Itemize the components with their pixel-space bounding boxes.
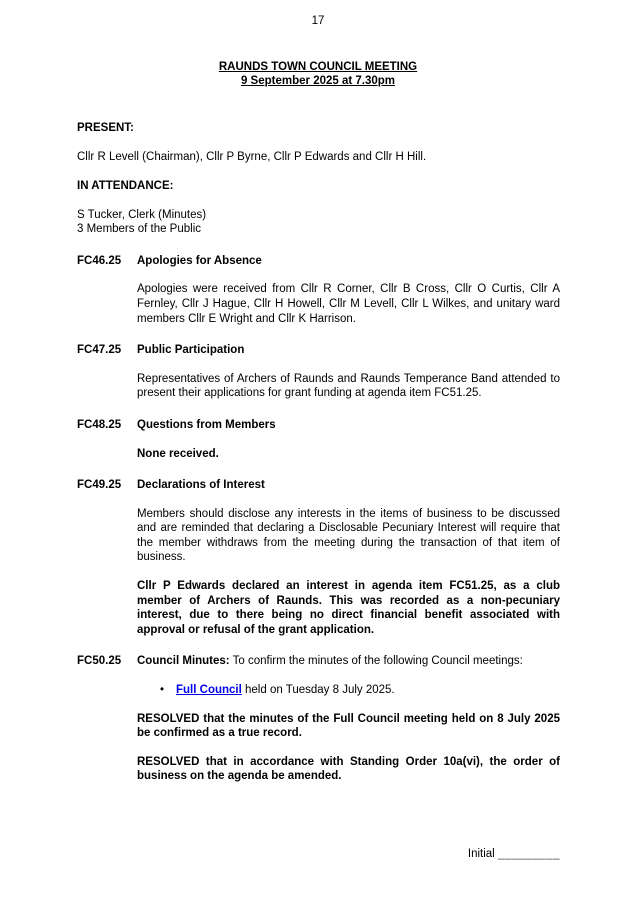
minute-paragraph-resolved: Cllr P Edwards declared an interest in agenda item FC51.25, as a club member of Archers of Raunds. This was recorded as a non-pecuniary interest, due to there being no direct financial benefit associated with approval or refusal of the grant application. (137, 580, 560, 636)
minute-item-ref: FC48.25 (77, 418, 122, 431)
minute-item (77, 343, 560, 401)
minute-item-heading (137, 478, 560, 493)
present-text: Cllr R Levell (Chairman), Cllr P Byrne, Cllr P Edwards and Cllr H Hill. (77, 151, 427, 164)
minute-item-heading (137, 654, 560, 669)
in-attendance-label: IN ATTENDANCE: (77, 179, 174, 192)
minute-item-ref: FC50.25 (77, 655, 122, 668)
bullet-text-rest: held on Tuesday 8 July 2025. (241, 684, 395, 697)
document-title-line2: 9 September 2025 at 7.30pm (240, 75, 396, 88)
minute-item-heading-text: Apologies for Absence (137, 254, 262, 267)
minute-item-heading-text: Questions from Members (137, 418, 276, 431)
minute-item-heading (137, 254, 560, 269)
in-attendance-line: 3 Members of the Public (77, 223, 202, 236)
minute-paragraph-resolved: None received. (137, 447, 219, 460)
minute-item-ref: FC47.25 (77, 344, 122, 357)
minute-item-heading (137, 343, 560, 358)
minute-item-body (137, 343, 560, 401)
minute-item-heading-suffix: To confirm the minutes of the following Council meetings: (229, 655, 523, 668)
minute-item (77, 654, 560, 784)
initial-label: Initial (467, 848, 495, 860)
full-council-minutes-link[interactable]: Full Council (176, 684, 242, 697)
minute-item-heading (137, 418, 560, 433)
document-title-line1: RAUNDS TOWN COUNCIL MEETING (218, 60, 418, 73)
bullet-text (176, 683, 395, 698)
present-label: PRESENT: (77, 121, 134, 134)
minute-paragraph: Members should disclose any interests in the items of business to be discussed and are reminded that declaring a Disclosable Pecuniary Interest will require that the member withdraws from the meeting during the transaction of that item of business. (137, 507, 560, 564)
in-attendance-line: S Tucker, Clerk (Minutes) (77, 208, 207, 221)
minute-item-body (137, 478, 560, 637)
minute-item-body (137, 418, 560, 461)
minute-paragraph-resolved: RESOLVED that in accordance with Standing Order 10a(vi), the order of business on the agenda be amended. (137, 755, 560, 783)
minute-paragraph-resolved: RESOLVED that the minutes of the Full Council meeting held on 8 July 2025 be confirmed as a true record. (137, 712, 560, 740)
minute-item-ref: FC46.25 (77, 254, 122, 267)
initial-signature-area (468, 847, 560, 862)
minute-item-heading-text: Council Minutes: (137, 655, 230, 668)
minute-item-heading-text: Public Participation (137, 344, 245, 357)
document-title (0, 60, 636, 89)
minute-item (77, 254, 560, 326)
document-content (77, 121, 560, 784)
minute-item-heading-text: Declarations of Interest (137, 479, 265, 492)
bullet-list-item (137, 683, 560, 698)
minutes-items (77, 254, 560, 784)
bullet-icon: • (160, 684, 165, 697)
minute-item-ref: FC49.25 (77, 479, 122, 492)
minute-item-body (137, 254, 560, 326)
minute-paragraph: Representatives of Archers of Raunds and Raunds Temperance Band attended to present their applications for grant funding at agenda item FC51.25. (137, 372, 560, 400)
minute-item (77, 478, 560, 637)
minute-item-body (137, 654, 560, 784)
initial-blank-line[interactable]: _________ (497, 848, 560, 860)
minute-paragraph: Apologies were received from Cllr R Corner, Cllr B Cross, Cllr O Curtis, Cllr A Fernley, Cllr J Hague, Cllr H Howell, Cllr M Levell, Cllr L Wilkes, and unitary ward members Cllr E Wright and Cllr K Harrison. (137, 283, 560, 325)
minute-item (77, 418, 560, 461)
in-attendance-list (77, 208, 560, 237)
page-number: 17 (311, 15, 325, 27)
